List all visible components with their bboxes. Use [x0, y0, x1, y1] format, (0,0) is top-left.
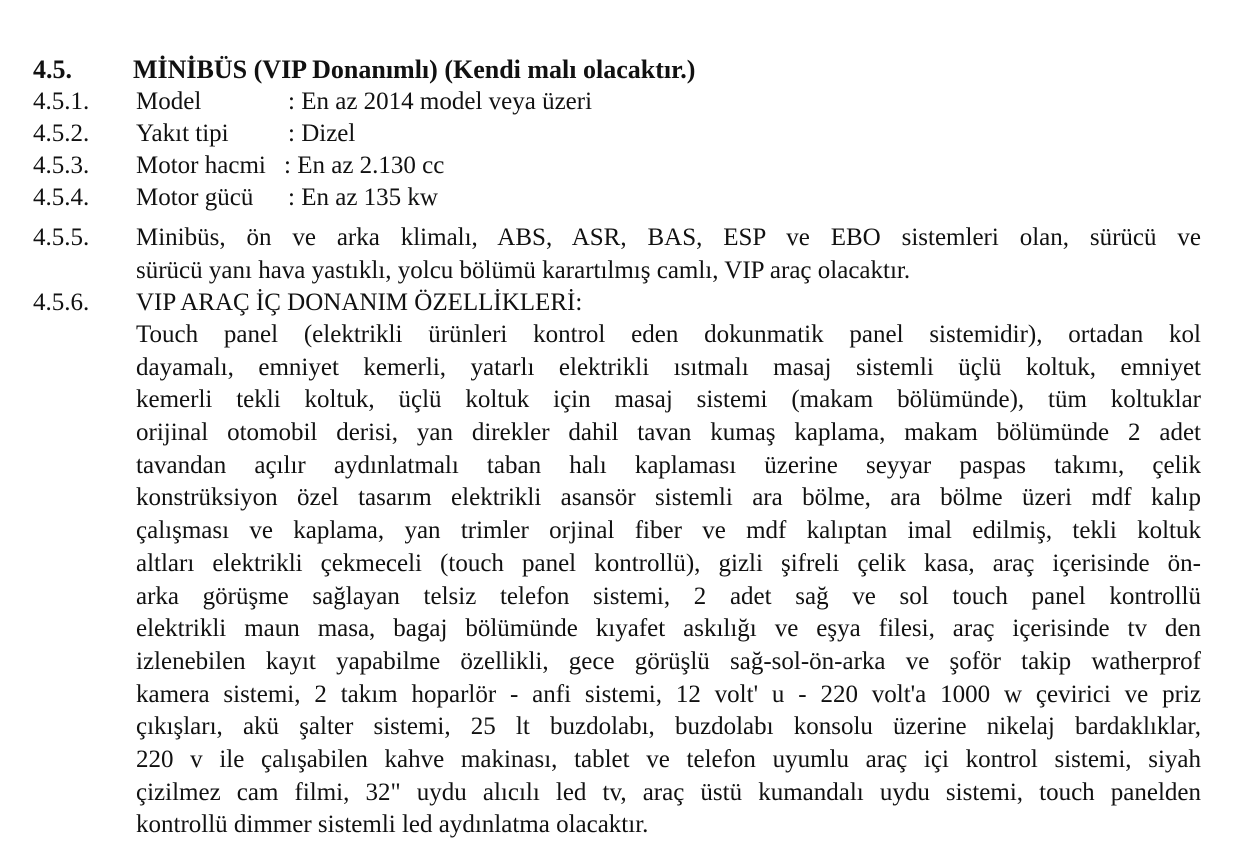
text-line: konstrüksiyon özel tasarım elektrikli asansör sistemli ara bölme, ara bölme üzeri mdf kalıp: [136, 484, 1201, 512]
text-line: tavandan açılır aydınlatmalı taban halı kaplaması üzerine seyyar paspas takımı, çelik: [136, 451, 1201, 479]
item-number: 4.5.5.: [33, 224, 90, 251]
spec-row-model: [33, 86, 592, 118]
spec-value: : En az 135 kw: [288, 184, 438, 211]
text-line: Minibüs, ön ve arka klimalı, ABS, ASR, BAS, ESP ve EBO sistemleri olan, sürücü ve: [136, 224, 1201, 251]
spec-label: Motor hacmi: [136, 152, 266, 179]
spec-row-fuel: [33, 118, 355, 150]
spec-label: Yakıt tipi: [136, 120, 229, 147]
text-line: çıkışları, akü şalter sistemi, 25 lt buzdolabı, buzdolabı konsolu üzerine nikelaj bardaklıklar,: [136, 713, 1201, 741]
text-line: kontrollü dimmer sistemli led aydınlatma olacaktır.: [136, 811, 649, 839]
item-4-5-6-heading: [33, 287, 582, 319]
spec-number: 4.5.3.: [33, 152, 90, 179]
text-line: kemerli tekli koltuk, üçlü koltuk için masaj sistemi (makam bölümünde), tüm koltuklar: [136, 386, 1201, 414]
text-line: altları elektrikli çekmeceli (touch panel kontrollü), gizli şifreli çelik kasa, araç içerisinde ön-: [136, 549, 1201, 577]
text-line: kamera sistemi, 2 takım hoparlör - anfi sistemi, 12 volt' u - 220 volt'a 1000 w çevirici ve priz: [136, 680, 1201, 708]
text-line: çizilmez cam filmi, 32" uydu alıcılı led tv, araç üstü kumandalı uydu sistemi, touch panelden: [136, 778, 1201, 806]
section-heading: [33, 54, 1233, 86]
item-heading: VIP ARAÇ İÇ DONANIM ÖZELLİKLERİ:: [136, 289, 583, 316]
spec-number: 4.5.2.: [33, 120, 90, 147]
text-line: dayamalı, emniyet kemerli, yatarlı elektrikli ısıtmalı masaj sistemli üçlü koltuk, emniyet: [136, 353, 1201, 381]
text-line: çalışması ve kaplama, yan trimler orjinal fiber ve mdf kalıptan imal edilmiş, tekli koltuk: [136, 517, 1201, 545]
text-line: elektrikli maun masa, bagaj bölümünde kıyafet askılığı ve eşya filesi, araç içerisinde tv den: [136, 615, 1201, 643]
text-line: arka görüşme sağlayan telsiz telefon sistemi, 2 adet sağ ve sol touch panel kontrollü: [136, 582, 1201, 610]
spec-value: : En az 2014 model veya üzeri: [288, 88, 593, 115]
text-line: 220 v ile çalışabilen kahve makinası, tablet ve telefon uyumlu araç içi kontrol sistemi, siyah: [136, 745, 1201, 773]
spec-label: Model: [136, 88, 202, 115]
section-title: MİNİBÜS (VIP Donanımlı) (Kendi malı olacaktır.): [133, 55, 696, 84]
item-text: [136, 222, 1201, 287]
section-number: 4.5.: [33, 55, 72, 84]
spec-number: 4.5.4.: [33, 184, 90, 211]
spec-value: : Dizel: [288, 120, 356, 147]
text-line: sürücü yanı hava yastıklı, yolcu bölümü karartılmış camlı, VIP araç olacaktır.: [136, 256, 911, 284]
spec-row-engine-power: [33, 182, 438, 214]
spec-number: 4.5.1.: [33, 88, 90, 115]
text-line: izlenebilen kayıt yapabilme özellikli, gece görüşlü sağ-sol-ön-arka ve şoför takip watherprof: [136, 647, 1201, 675]
text-line: orijinal otomobil derisi, yan direkler dahil tavan kumaş kaplama, makam bölümünde 2 adet: [136, 419, 1201, 447]
spec-value: : En az 2.130 cc: [284, 152, 445, 179]
text-line: Touch panel (elektrikli ürünleri kontrol eden dokunmatik panel sistemidir), ortadan kol: [136, 321, 1201, 348]
item-number: 4.5.6.: [33, 289, 90, 316]
item-4-5-6-body: [136, 319, 1201, 842]
spec-row-engine-volume: [33, 150, 444, 182]
spec-label: Motor gücü: [136, 184, 254, 211]
